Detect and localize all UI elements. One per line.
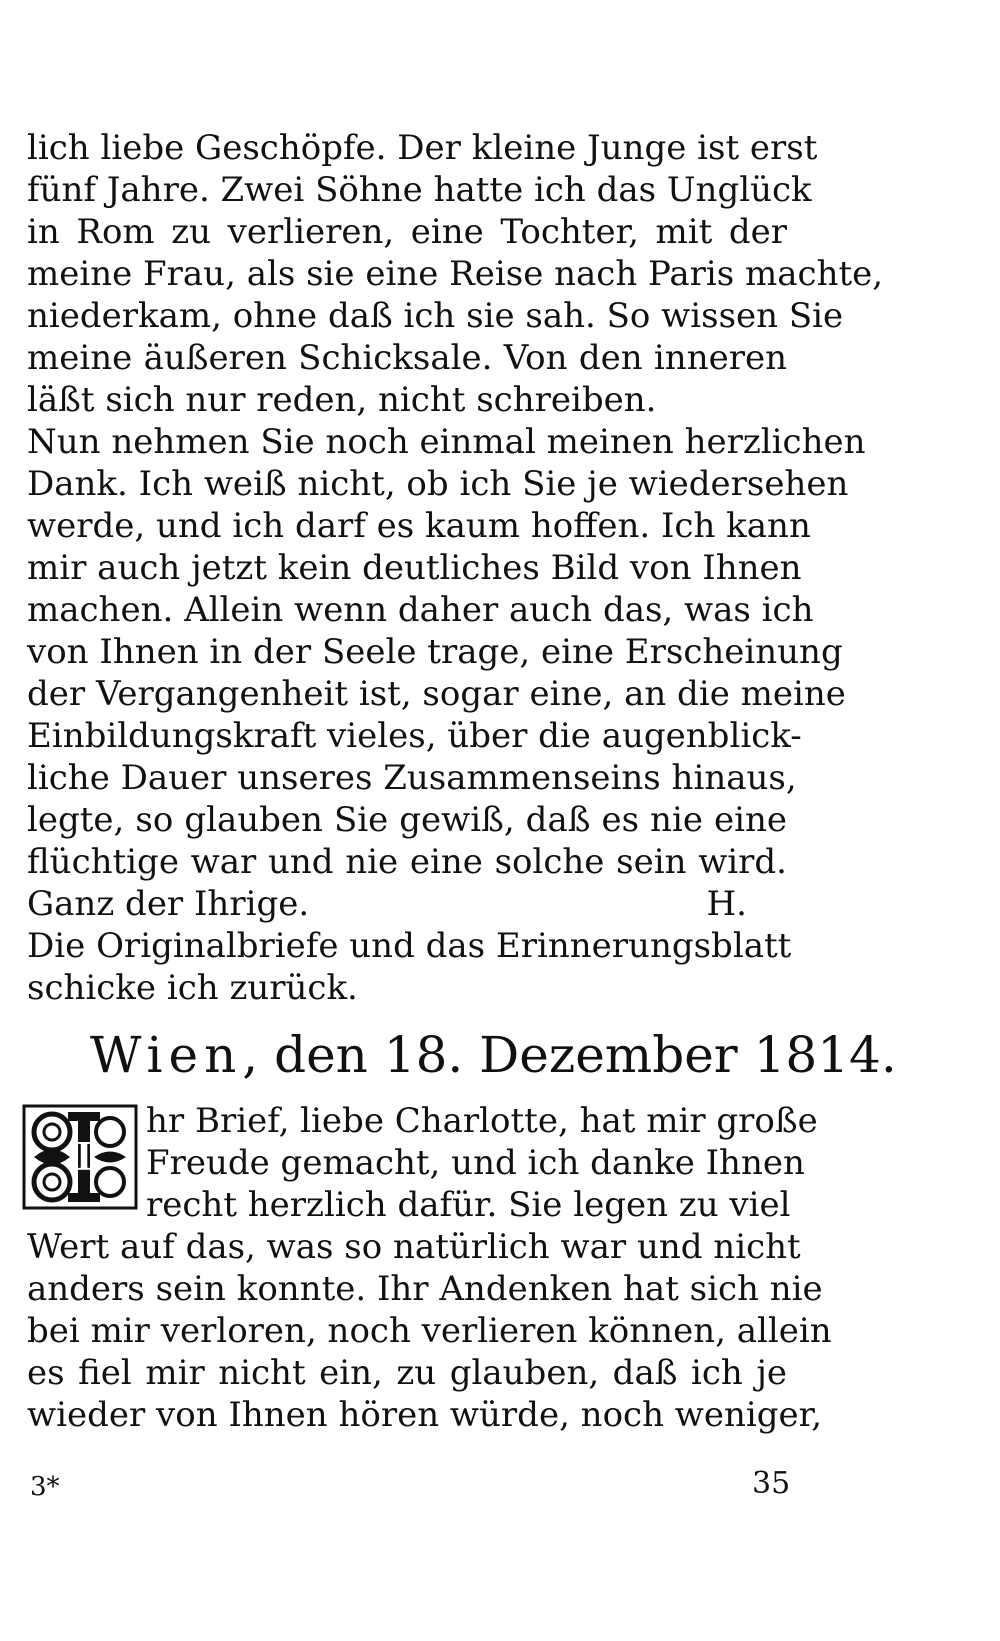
- text-line: wieder von Ihnen hören würde, noch weniger,: [27, 1395, 822, 1435]
- text-line: fünf Jahre. Zwei Söhne hatte ich das Unglück: [27, 170, 812, 210]
- signature-mark: 3*: [30, 1472, 60, 1502]
- letter-body-first: [27, 127, 884, 1009]
- signature: H.: [706, 884, 747, 924]
- text-line: Einbildungskraft vieles, über die augenblick-: [27, 716, 802, 756]
- postscript-line: schicke ich zurück.: [27, 968, 358, 1008]
- text-line: meine Frau, als sie eine Reise nach Paris machte,: [27, 254, 884, 294]
- dropcap-letter: I: [75, 1134, 93, 1180]
- text-line: niederkam, ohne daß ich sie sah. So wissen Sie: [27, 296, 844, 336]
- text-line: legte, so glauben Sie gewiß, daß es nie eine: [27, 800, 787, 840]
- text-line: hr Brief, liebe Charlotte, hat mir große: [146, 1101, 818, 1141]
- text-line: liche Dauer unseres Zusammenseins hinaus,: [27, 758, 797, 798]
- text-line: läßt sich nur reden, nicht schreiben.: [27, 380, 657, 420]
- text-line: der Vergangenheit ist, sogar eine, an die meine: [27, 674, 846, 714]
- text-line: mir auch jetzt kein deutliches Bild von Ihnen: [27, 548, 802, 588]
- text-line: von Ihnen in der Seele trage, eine Erscheinung: [27, 632, 843, 672]
- text-line: recht herzlich dafür. Sie legen zu viel: [146, 1185, 791, 1225]
- text-line: bei mir verloren, noch verlieren können, allein: [27, 1311, 832, 1351]
- page-number: 35: [752, 1466, 791, 1501]
- text-line: es fiel mir nicht ein, zu glauben, daß ich je: [27, 1353, 787, 1393]
- text-line: anders sein konnte. Ihr Andenken hat sich nie: [27, 1269, 823, 1309]
- heading-date: , den 18. Dezember 1814.: [242, 1026, 897, 1084]
- closing-row: [27, 883, 787, 925]
- text-line: Nun nehmen Sie noch einmal meinen herzlichen: [27, 422, 866, 462]
- text-line: in Rom zu verlieren, eine Tochter, mit der: [27, 212, 787, 252]
- ornamental-initial-icon: [22, 1104, 138, 1210]
- letter-heading: [90, 1025, 897, 1085]
- text-line: meine äußeren Schicksale. Von den inneren: [27, 338, 787, 378]
- text-line: Freude gemacht, und ich danke Ihnen: [146, 1143, 805, 1183]
- text-line: werde, und ich darf es kaum hoffen. Ich kann: [27, 506, 811, 546]
- text-line: Wert auf das, was so natürlich war und nicht: [27, 1227, 801, 1267]
- heading-city: Wien: [90, 1026, 243, 1084]
- text-line: flüchtige war und nie eine solche sein wird.: [27, 842, 787, 882]
- text-line: lich liebe Geschöpfe. Der kleine Junge ist erst: [27, 128, 818, 168]
- postscript-line: Die Originalbriefe und das Erinnerungsblatt: [27, 926, 792, 966]
- ornamental-initial: [22, 1104, 138, 1210]
- letter-body-opening: [146, 1100, 818, 1226]
- letter-body-second: [27, 1226, 832, 1436]
- closing-text: Ganz der Ihrige.: [27, 884, 310, 924]
- text-line: Dank. Ich weiß nicht, ob ich Sie je wiedersehen: [27, 464, 849, 504]
- text-line: machen. Allein wenn daher auch das, was ich: [27, 590, 814, 630]
